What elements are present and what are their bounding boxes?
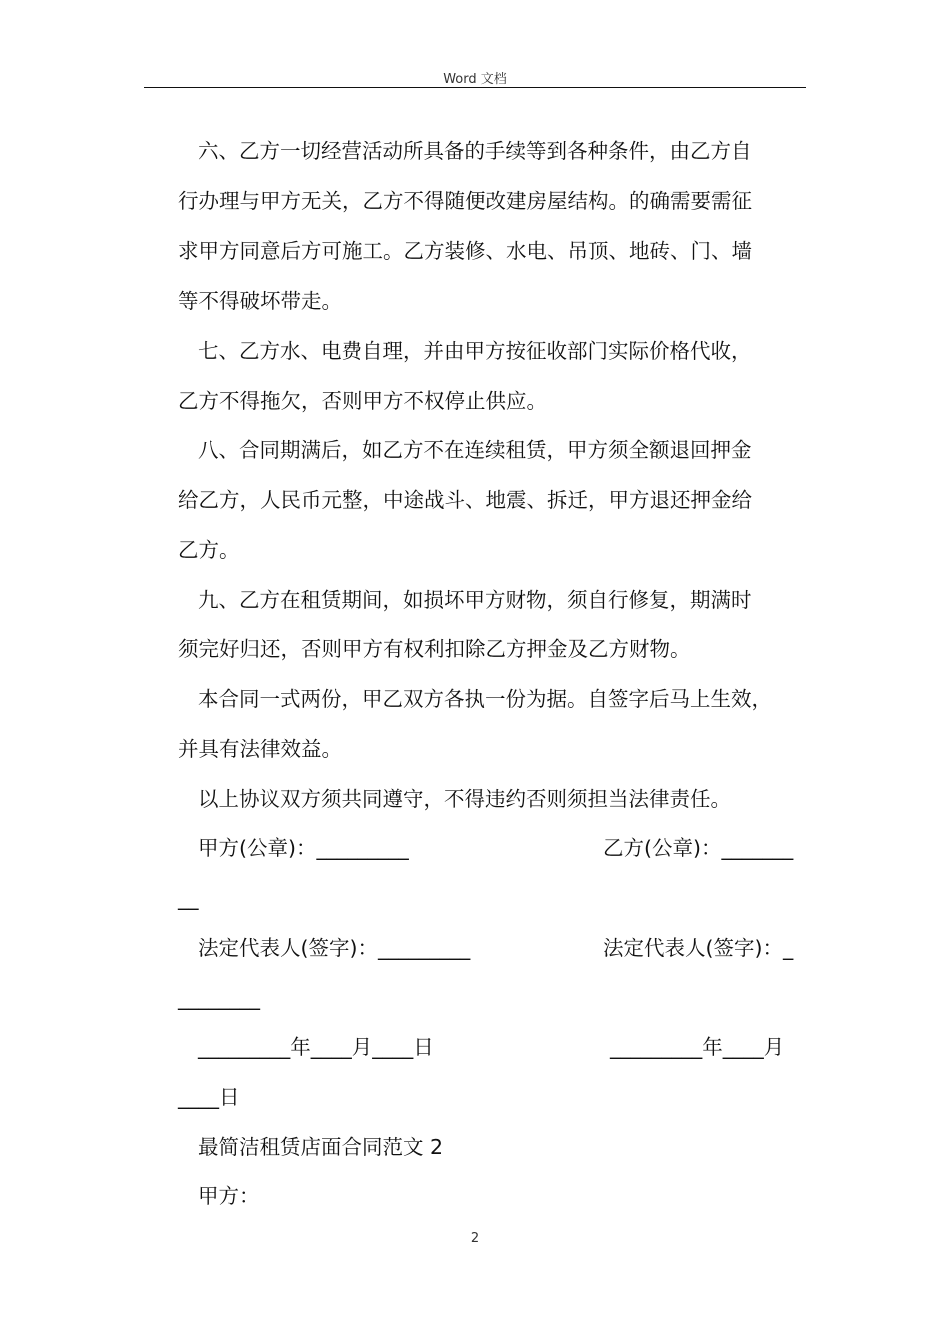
text-line: 等不得破坏带走。 <box>178 289 342 313</box>
party-b-seal: 乙方(公章)：_______ <box>603 836 794 860</box>
text-line: 七、乙方水、电费自理，并由甲方按征收部门实际价格代收， <box>198 339 752 363</box>
party-b-date-continued: ____日 <box>178 1085 240 1109</box>
party-b-seal-continued: __ <box>178 886 199 910</box>
text-line: 以上协议双方须共同遵守，不得违约否则须担当法律责任。 <box>198 787 731 811</box>
text-line: 九、乙方在租赁期间，如损坏甲方财物，须自行修复，期满时 <box>198 588 752 612</box>
party-b-date: _________年____月 <box>610 1035 785 1059</box>
header-title: Word 文档 <box>443 72 507 87</box>
section-title: 最简洁租赁店面合同范文 2 <box>198 1135 444 1159</box>
page-number: 2 <box>470 1231 480 1246</box>
text-line: 乙方。 <box>178 538 240 562</box>
text-line: 须完好归还，否则甲方有权利扣除乙方押金及乙方财物。 <box>178 637 691 661</box>
party-b-representative: 法定代表人(签字)：_ <box>603 936 794 960</box>
party-a-date: _________年____月____日 <box>198 1035 434 1059</box>
text-line: 给乙方，人民币元整，中途战斗、地震、拆迁，甲方退还押金给 <box>178 488 752 512</box>
header-divider <box>144 87 806 88</box>
text-line: 并具有法律效益。 <box>178 737 342 761</box>
text-line: 本合同一式两份，甲乙双方各执一份为据。自签字后马上生效， <box>198 687 772 711</box>
text-line: 行办理与甲方无关，乙方不得随便改建房屋结构。的确需要需征 <box>178 189 752 213</box>
party-a-label: 甲方： <box>198 1184 260 1208</box>
party-a-seal: 甲方(公章)：_________ <box>198 836 409 860</box>
text-line: 乙方不得拖欠，否则甲方不权停止供应。 <box>178 389 547 413</box>
text-line: 六、乙方一切经营活动所具备的手续等到各种条件，由乙方自 <box>198 139 752 163</box>
party-a-representative: 法定代表人(签字)：_________ <box>198 936 471 960</box>
party-b-representative-continued: ________ <box>178 986 260 1010</box>
text-line: 求甲方同意后方可施工。乙方装修、水电、吊顶、地砖、门、墙 <box>178 239 752 263</box>
text-line: 八、合同期满后，如乙方不在连续租赁，甲方须全额退回押金 <box>198 438 752 462</box>
